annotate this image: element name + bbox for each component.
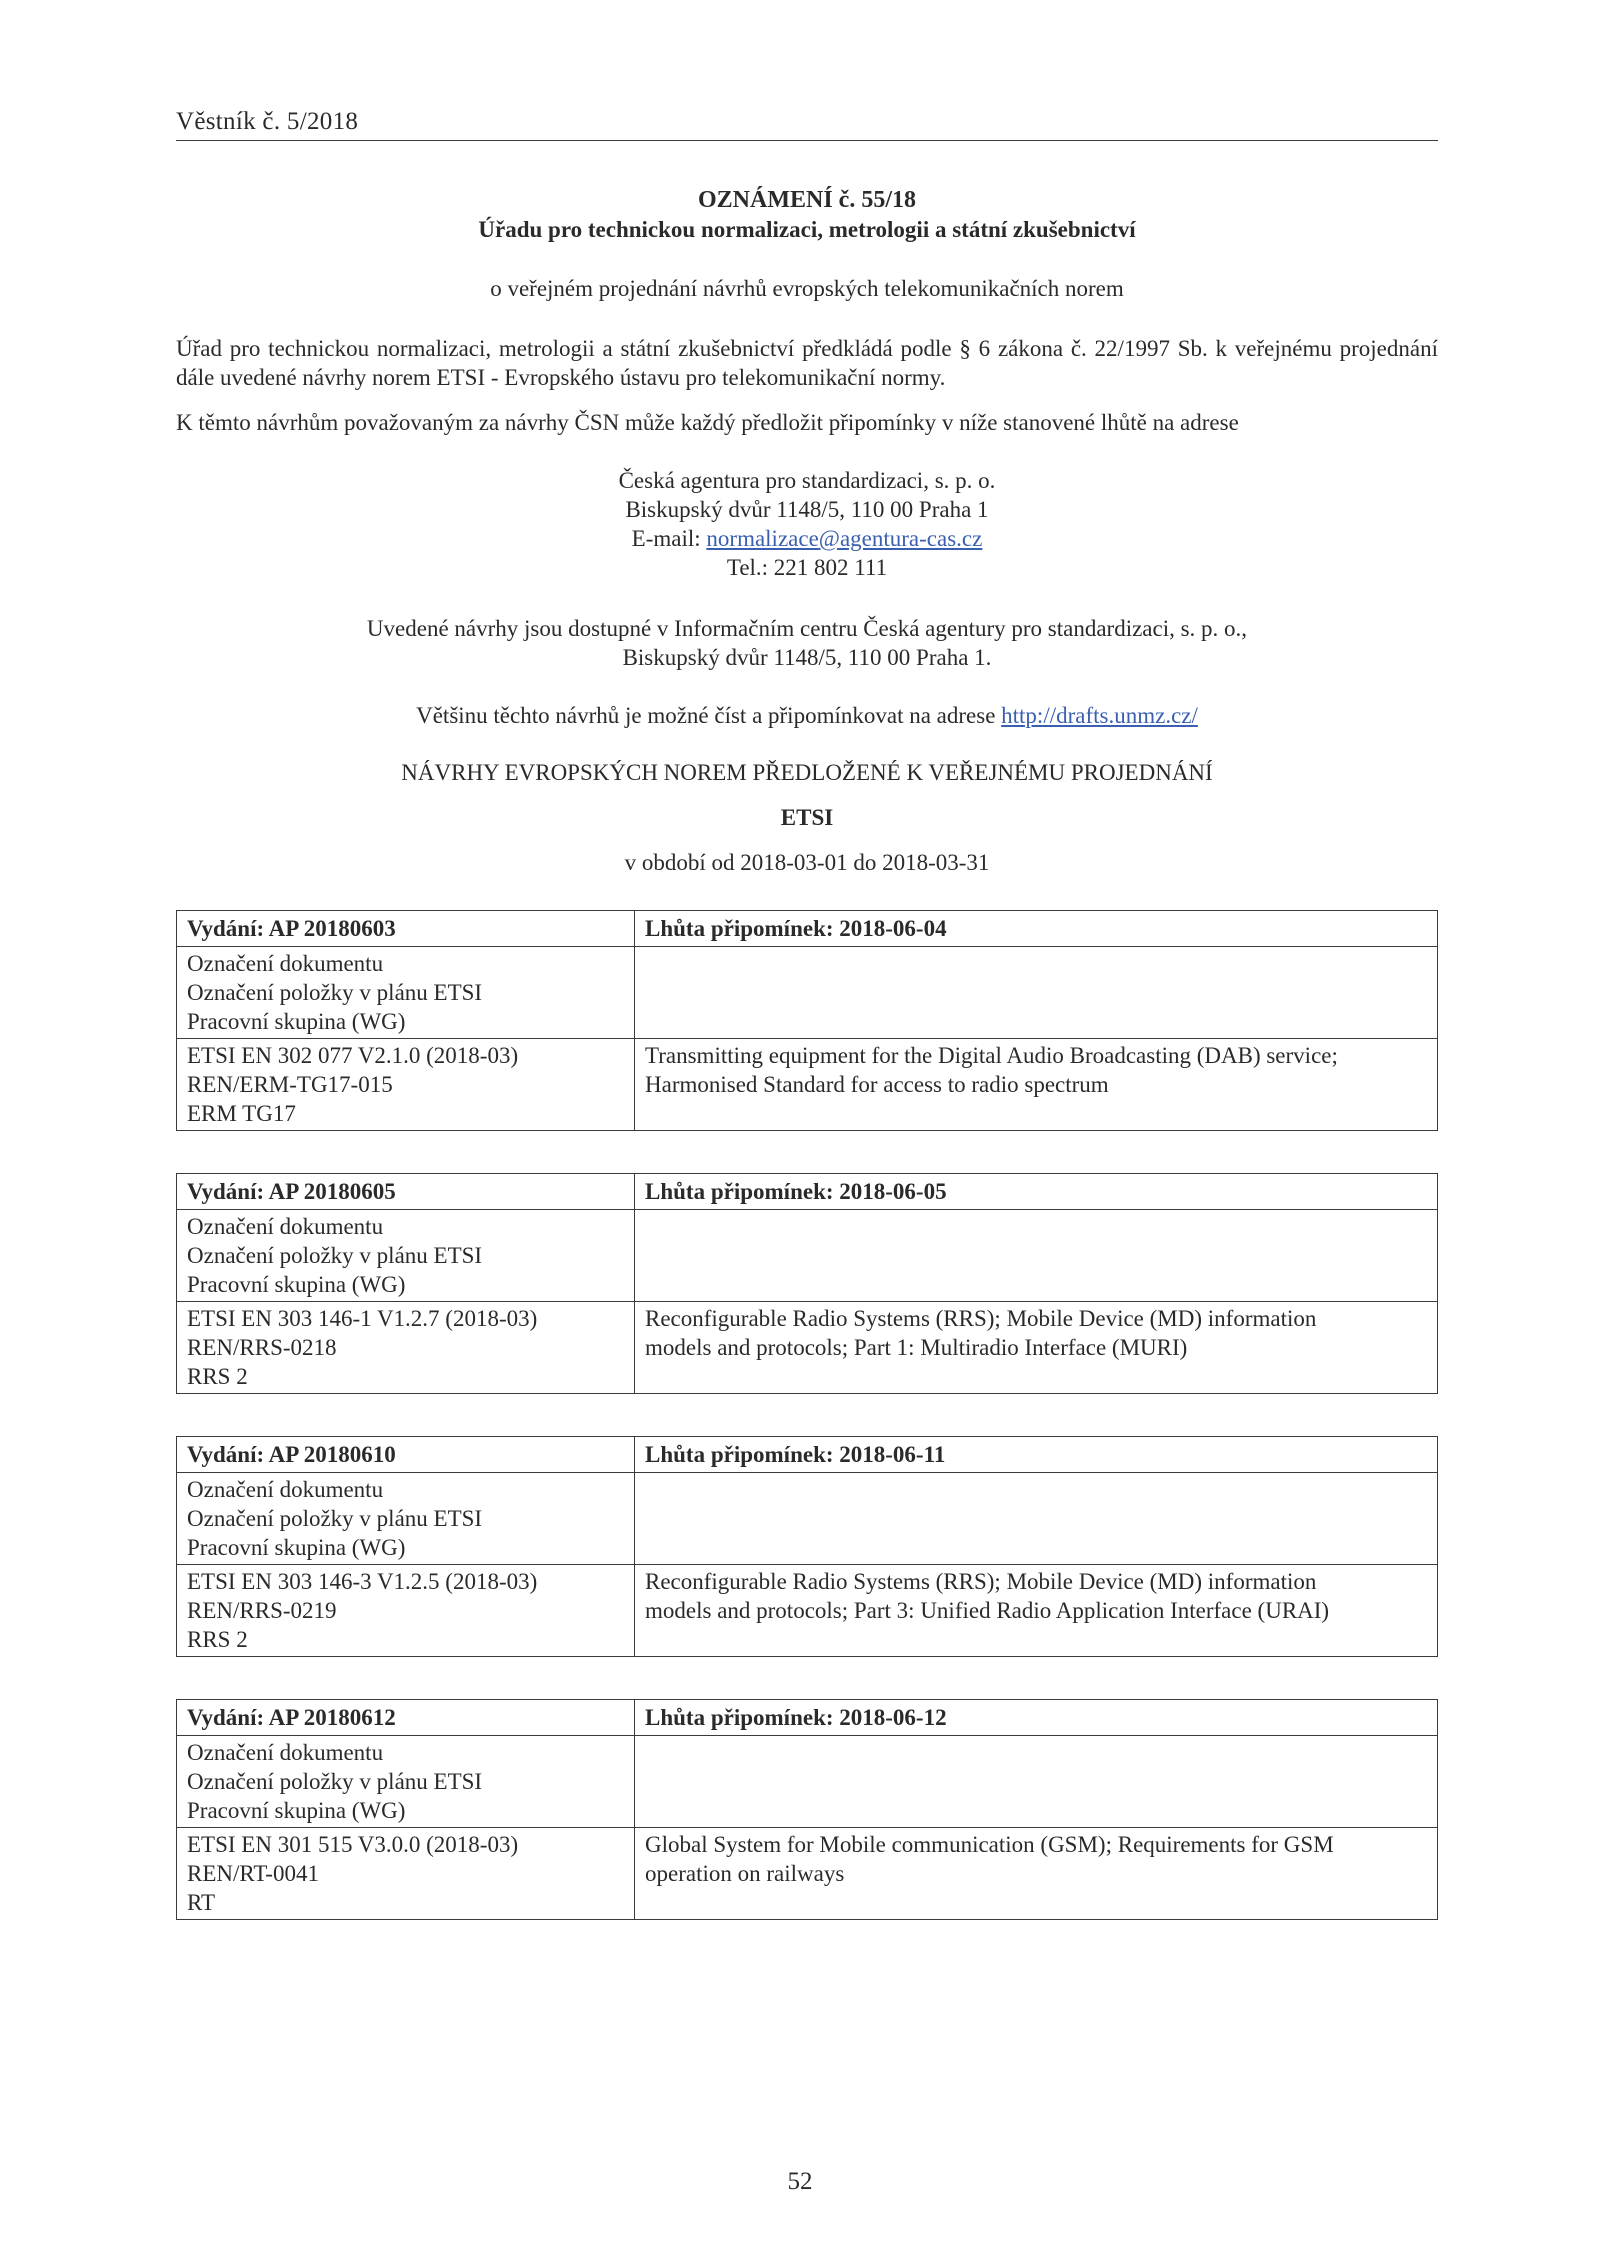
section-period: v období od 2018-03-01 do 2018-03-31: [624, 850, 990, 875]
legend-item: Označení položky v plánu ETSI: [187, 1769, 483, 1794]
notice-number: OZNÁMENÍ č. 55/18: [698, 187, 916, 213]
notice-subject: o veřejném projednání návrhů evropských telekomunikačních norem: [490, 276, 1124, 301]
working-group: RT: [187, 1890, 216, 1915]
issue-cell: Vydání: AP 20180610: [177, 1437, 635, 1473]
record-table: [176, 1436, 1438, 1657]
plan-item: REN/RRS-0218: [187, 1335, 337, 1360]
plan-item: REN/RRS-0219: [187, 1598, 337, 1623]
availability-line-2: Biskupský dvůr 1148/5, 110 00 Praha 1.: [622, 645, 992, 670]
address-street: Biskupský dvůr 1148/5, 110 00 Praha 1: [625, 497, 989, 522]
document-title-line-2: models and protocols; Part 3: Unified Radio Application Interface (URAI): [645, 1598, 1330, 1623]
document-number: ETSI EN 303 146-3 V1.2.5 (2018-03): [187, 1569, 538, 1594]
legend-item: Označení položky v plánu ETSI: [187, 1506, 483, 1531]
drafts-link[interactable]: http://drafts.unmz.cz/: [1001, 703, 1198, 728]
comments-paragraph: K těmto návrhům považovaným za návrhy ČSN může každý předložit připomínky v níže stanovené lhůtě na adrese: [176, 410, 1239, 435]
document-number: ETSI EN 301 515 V3.0.0 (2018-03): [187, 1832, 519, 1857]
working-group: RRS 2: [187, 1627, 248, 1652]
legend-doc: Označení dokumentu: [187, 1214, 384, 1239]
document-ids-cell: [177, 1302, 635, 1394]
section-org: ETSI: [780, 805, 834, 830]
deadline-cell: Lhůta připomínek: 2018-06-04: [635, 911, 1438, 947]
plan-item: REN/ERM-TG17-015: [187, 1072, 393, 1097]
legend-empty-cell: [635, 1736, 1438, 1828]
legend-doc: Označení dokumentu: [187, 1740, 384, 1765]
notice-issuer: Úřadu pro technickou normalizaci, metrologii a státní zkušebnictví: [478, 217, 1136, 242]
document-ids-cell: [177, 1565, 635, 1657]
legend-empty-cell: [635, 947, 1438, 1039]
document-title-line-2: operation on railways: [645, 1861, 845, 1886]
page-number: 52: [787, 2168, 813, 2195]
issue-cell: Vydání: AP 20180603: [177, 911, 635, 947]
legend-empty-cell: [635, 1473, 1438, 1565]
email-label: E-mail:: [631, 526, 707, 551]
document-number: ETSI EN 302 077 V2.1.0 (2018-03): [187, 1043, 519, 1068]
document-title-cell: [635, 1302, 1438, 1394]
working-group: RRS 2: [187, 1364, 248, 1389]
document-number: ETSI EN 303 146-1 V1.2.7 (2018-03): [187, 1306, 538, 1331]
legend-wg: Pracovní skupina (WG): [187, 1535, 406, 1560]
address-email-line: [176, 524, 1438, 553]
journal-header: [176, 108, 1438, 141]
legend-cell: [177, 947, 635, 1039]
deadline-cell: Lhůta připomínek: 2018-06-12: [635, 1700, 1438, 1736]
document-title-line-1: Reconfigurable Radio Systems (RRS); Mobile Device (MD) information: [645, 1306, 1317, 1331]
journal-title: Věstník č. 5/2018: [176, 108, 359, 135]
document-title-cell: [635, 1039, 1438, 1131]
record-table: [176, 1173, 1438, 1394]
intro-paragraph: Úřad pro technickou normalizaci, metrologii a státní zkušebnictví předkládá podle § 6 zákona č. 22/1997 Sb. k veřejnému projednání dále uvedené návrhy norem ETSI - Evropského ústavu pro telekomunikační normy.: [176, 336, 1438, 390]
document-title-cell: [635, 1565, 1438, 1657]
issue-cell: Vydání: AP 20180605: [177, 1174, 635, 1210]
availability-line-1: Uvedené návrhy jsou dostupné v Informačním centru Česká agentury pro standardizaci, s. p. o.,: [366, 616, 1248, 641]
legend-item: Označení položky v plánu ETSI: [187, 1243, 483, 1268]
record-table: [176, 1699, 1438, 1920]
address-tel: Tel.: 221 802 111: [726, 555, 888, 580]
document-title-cell: [635, 1828, 1438, 1920]
legend-doc: Označení dokumentu: [187, 1477, 384, 1502]
availability-block: [176, 614, 1438, 672]
document-ids-cell: [177, 1828, 635, 1920]
online-line: [176, 701, 1438, 730]
section-title: NÁVRHY EVROPSKÝCH NOREM PŘEDLOŽENÉ K VEŘEJNÉMU PROJEDNÁNÍ: [401, 760, 1213, 785]
legend-cell: [177, 1473, 635, 1565]
record-table: [176, 910, 1438, 1131]
plan-item: REN/RT-0041: [187, 1861, 319, 1886]
document-title-line-1: Global System for Mobile communication (GSM); Requirements for GSM: [645, 1832, 1334, 1857]
document-title-line-2: models and protocols; Part 1: Multiradio Interface (MURI): [645, 1335, 1188, 1360]
working-group: ERM TG17: [187, 1101, 296, 1126]
document-title-line-1: Transmitting equipment for the Digital Audio Broadcasting (DAB) service;: [645, 1043, 1338, 1068]
legend-cell: [177, 1210, 635, 1302]
issue-cell: Vydání: AP 20180612: [177, 1700, 635, 1736]
legend-item: Označení položky v plánu ETSI: [187, 980, 483, 1005]
document-title-line-1: Reconfigurable Radio Systems (RRS); Mobile Device (MD) information: [645, 1569, 1317, 1594]
legend-doc: Označení dokumentu: [187, 951, 384, 976]
legend-wg: Pracovní skupina (WG): [187, 1272, 406, 1297]
legend-cell: [177, 1736, 635, 1828]
email-link[interactable]: normalizace@agentura-cas.cz: [706, 526, 983, 551]
online-text: Většinu těchto návrhů je možné číst a připomínkovat na adrese: [416, 703, 1002, 728]
deadline-cell: Lhůta připomínek: 2018-06-05: [635, 1174, 1438, 1210]
legend-wg: Pracovní skupina (WG): [187, 1798, 406, 1823]
document-ids-cell: [177, 1039, 635, 1131]
address-block: [176, 466, 1438, 582]
address-org: Česká agentura pro standardizaci, s. p. o.: [618, 468, 996, 493]
legend-wg: Pracovní skupina (WG): [187, 1009, 406, 1034]
deadline-cell: Lhůta připomínek: 2018-06-11: [635, 1437, 1438, 1473]
document-title-line-2: Harmonised Standard for access to radio spectrum: [645, 1072, 1109, 1097]
legend-empty-cell: [635, 1210, 1438, 1302]
